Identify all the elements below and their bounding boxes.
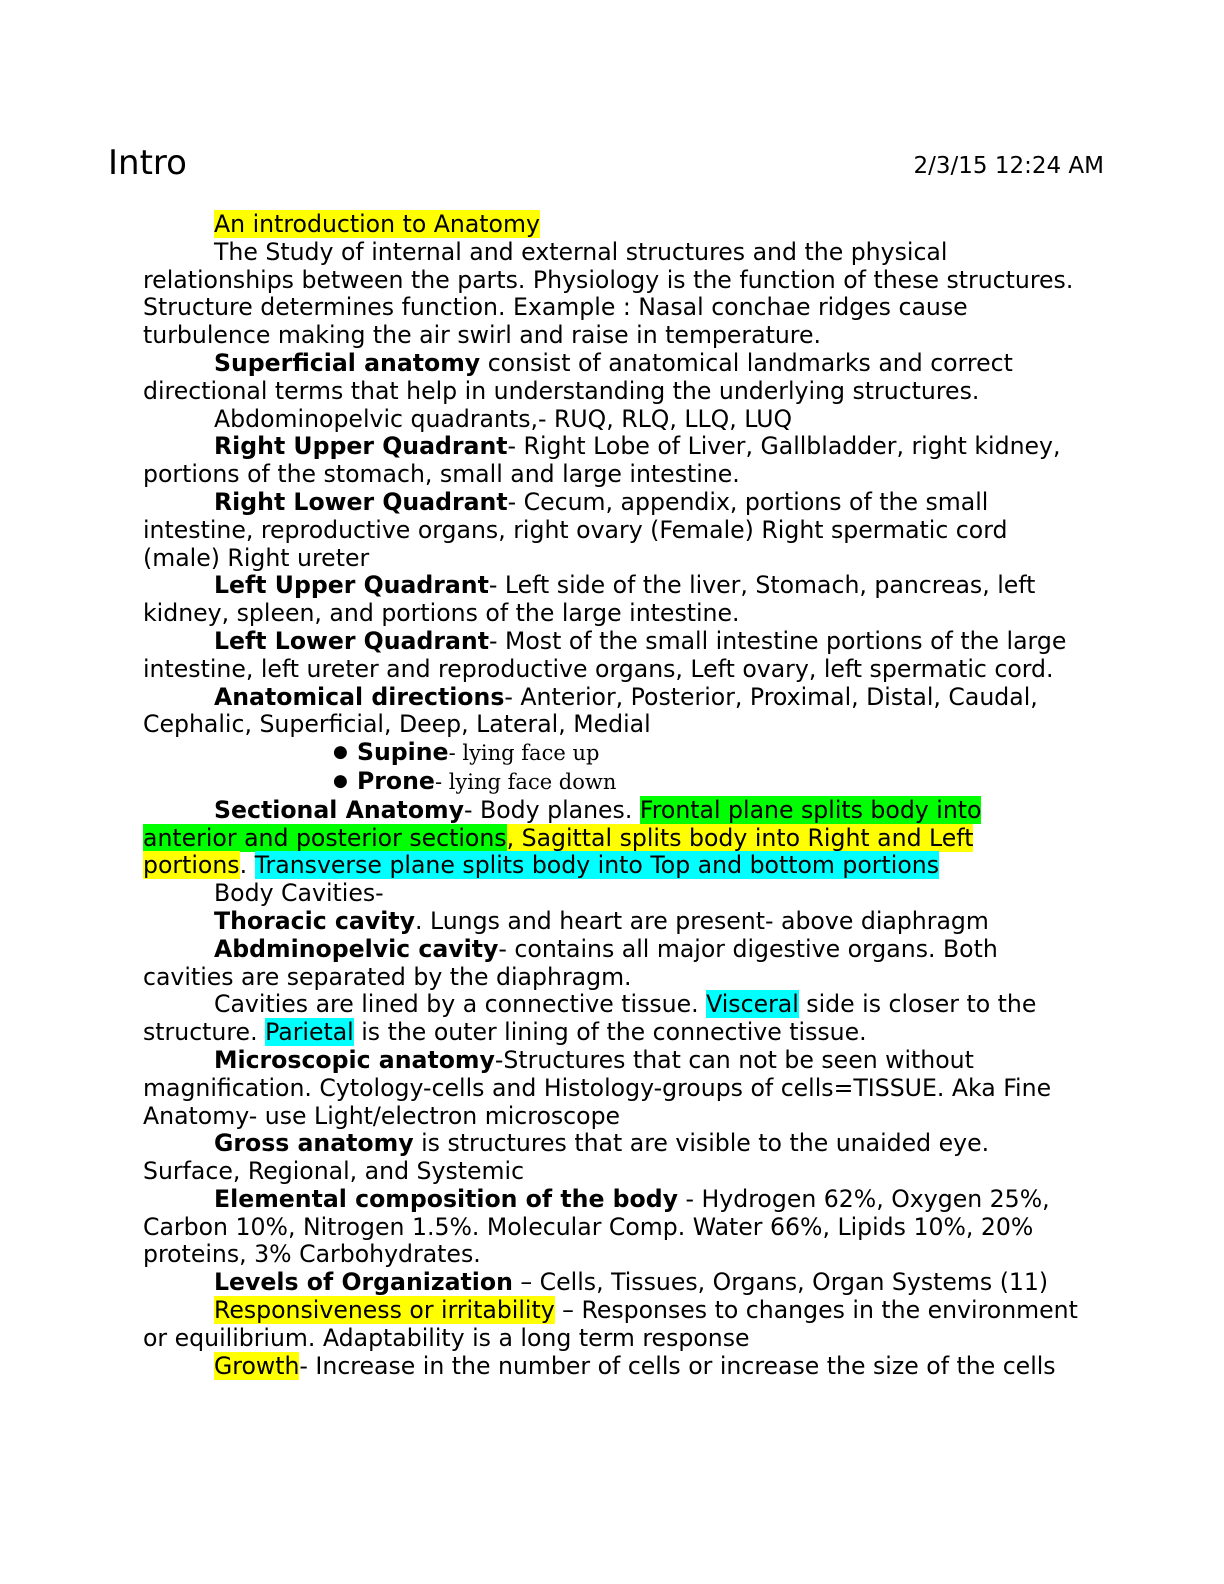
list-item [143,1297,1078,1353]
sub-list-item [143,768,1078,797]
list-item [143,908,1078,936]
highlighted-text: Visceral [706,990,799,1019]
list-item [143,239,1078,350]
item-text: - lying face down [434,769,617,794]
item-text: - lying face up [448,741,600,766]
item-term: Right Upper Quadrant [214,432,508,461]
item-term: Superficial anatomy [214,348,481,377]
item-text: Abdominopelvic quadrants,- RUQ, RLQ, LLQ, LUQ [214,404,793,433]
list-item [143,1130,1078,1186]
list-item [143,572,1078,628]
item-text: is the outer lining of the connective tissue. [353,1018,867,1047]
item-text: - contains all major digestive organs. Both cavities are separated by the diaphragm. [143,934,998,991]
list-item [143,991,1078,1047]
item-text: – Cells, Tissues, Organs, Organ Systems (11) [512,1268,1049,1297]
item-text: - Anterior, Posterior, Proximal, Distal, Caudal, Cephalic, Superficial, Deep, Lateral, Medial [143,682,1038,739]
item-text: - Right Lobe of Liver, Gallbladder, right kidney, portions of the stomach, small and large intestine. [143,432,1061,489]
item-text: is structures that are visible to the unaided eye. Surface, Regional, and Systemic [143,1129,990,1186]
item-term: Anatomical directions [214,682,505,711]
highlighted-text: Responsiveness or irritability [214,1296,555,1325]
highlighted-text: Frontal plane splits body into anterior and posterior sections [143,795,982,852]
item-text: consist of anatomical landmarks and correct directional terms that help in understanding the underlying structures. [143,348,1013,405]
list-item [143,1186,1078,1269]
list-item [143,211,1078,239]
item-term: Elemental composition of the body [214,1184,679,1213]
list-item [143,1269,1078,1297]
sub-list-item [143,739,1078,768]
item-term: Levels of Organization [214,1268,513,1297]
item-text: Body Cavities- [214,879,384,908]
item-term: Microscopic anatomy [214,1045,495,1074]
item-text: - Hydrogen 62%, Oxygen 25%, Carbon 10%, Nitrogen 1.5%. Molecular Comp. Water 66%, Lipids 10%, 20% proteins, 3% Carbohydrates. [143,1184,1050,1269]
item-text: - Most of the small intestine portions of the large intestine, left ureter and reproductive organs, Left ovary, left spermatic cord. [143,626,1067,683]
dot-bullet-icon: ● [333,770,348,791]
highlighted-text: Growth [214,1351,300,1380]
list-item [143,880,1078,908]
highlighted-text: Transverse plane splits body into Top and bottom portions [254,851,939,880]
item-text: - Cecum, appendix, portions of the small intestine, reproductive organs, right ovary (Female) Right spermatic cord (male) Right ureter [143,487,1008,572]
note-body [143,211,1078,1380]
list-item [143,406,1078,434]
page-title: Intro [108,143,187,183]
item-text: side is closer to the structure. [143,990,1037,1047]
item-term: Supine [357,738,449,767]
item-text: . [239,851,255,880]
list-item [143,628,1078,684]
item-text: The Study of internal and external structures and the physical relationships between the parts. Physiology is the function of these structures. Structure determines function. Example : Nasal conchae ridges cause turbulence making the air swirl and raise in temperature. [143,237,1074,350]
list-item [143,1047,1078,1130]
list-item [143,797,1078,880]
list-item [143,936,1078,992]
item-term: Abdminopelvic cavity [214,934,499,963]
list-item [143,433,1078,489]
item-text: . Lungs and heart are present- above diaphragm [414,906,989,935]
list-item [143,489,1078,572]
item-term: Thoracic cavity [214,906,415,935]
item-term: Right Lower Quadrant [214,487,508,516]
dot-bullet-icon: ● [333,742,348,763]
item-term: Left Lower Quadrant [214,626,489,655]
item-text: -Structures that can not be seen without magnification. Cytology-cells and Histology-groups of cells=TISSUE. Aka Fine Anatomy- use Light/electron microscope [143,1045,1052,1130]
list-item [143,684,1078,740]
item-term: Prone [357,766,435,795]
note-datetime: 2/3/15 12:24 AM [913,153,1104,179]
highlighted-text: , Sagittal splits body into Right and Left portions [143,823,974,880]
item-text: - Increase in the number of cells or increase the size of the cells [299,1351,1056,1380]
highlighted-text: Parietal [265,1018,354,1047]
item-term: Gross anatomy [214,1129,414,1158]
list-item [143,1353,1078,1381]
item-term: Left Upper Quadrant [214,571,489,600]
item-text: - Left side of the liver, Stomach, pancreas, left kidney, spleen, and portions of the large intestine. [143,571,1036,628]
list-item [143,350,1078,406]
item-text: – Responses to changes in the environment or equilibrium. Adaptability is a long term response [143,1296,1078,1352]
highlighted-text: An introduction to Anatomy [214,210,540,238]
item-text: - Body planes. [464,795,640,824]
item-text: Cavities are lined by a connective tissue. [214,990,707,1019]
item-term: Sectional Anatomy [214,795,465,824]
